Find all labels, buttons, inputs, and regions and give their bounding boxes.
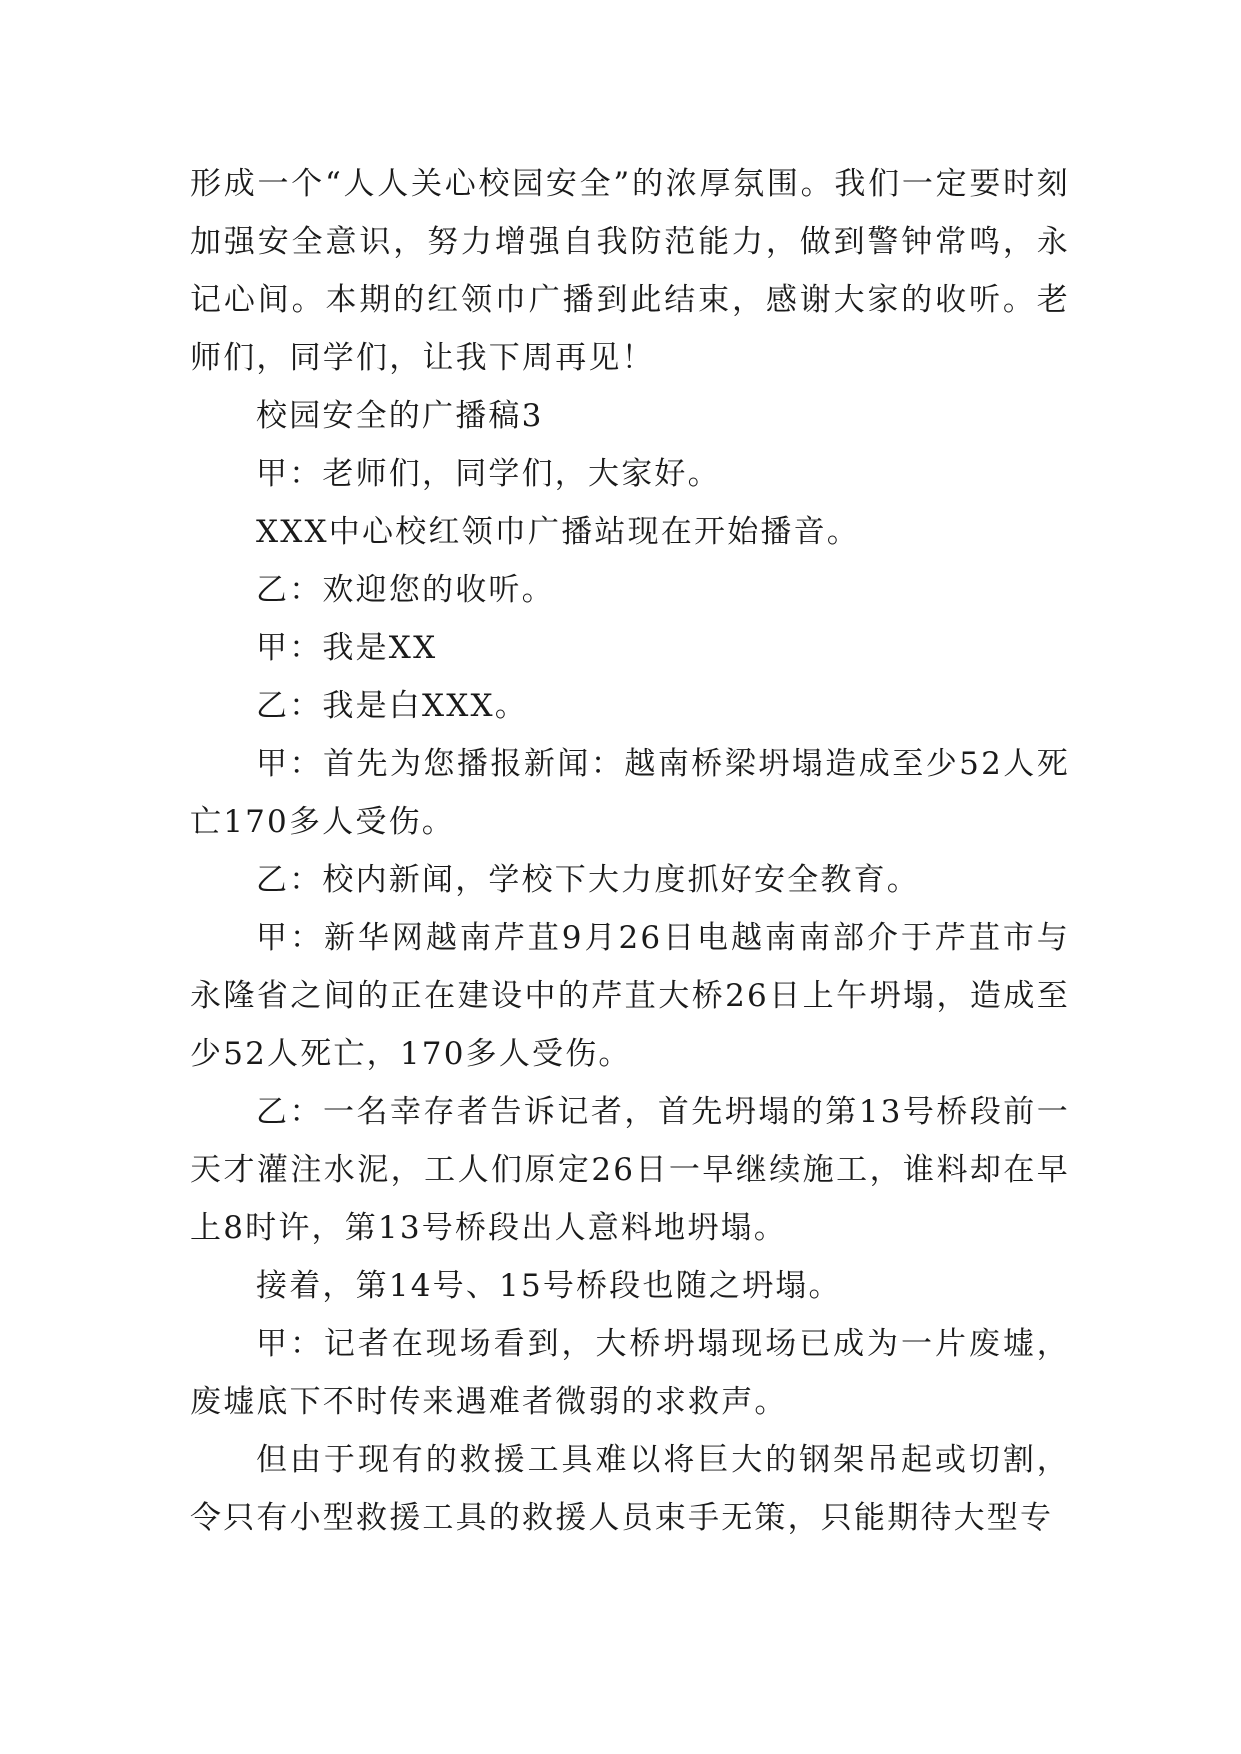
paragraph-9: 乙：校内新闻，学校下大力度抓好安全教育。 [256,862,920,898]
paragraph-6: 甲：我是XX [256,630,438,666]
paragraph-8: 甲：首先为您播报新闻：越南桥梁坍塌造成至少52人死亡170多人受伤。 [190,746,1070,840]
paragraph-12: 接着，第14号、15号桥段也随之坍塌。 [256,1268,842,1304]
paragraph-14: 但由于现有的救援工具难以将巨大的钢架吊起或切割，令只有小型救援工具的救援人员束手无策，只能期待大型专 [190,1442,1070,1536]
paragraph-10: 甲：新华网越南芹苴9月26日电越南南部介于芹苴市与永隆省之间的正在建设中的芹苴大桥26日上午坍塌，造成至少52人死亡，170多人受伤。 [190,920,1070,1072]
paragraph-7: 乙：我是白XXX。 [256,688,529,724]
paragraph-13: 甲：记者在现场看到，大桥坍塌现场已成为一片废墟，废墟底下不时传来遇难者微弱的求救声。 [190,1326,1070,1420]
document-body [190,155,1070,1547]
paragraph-4: XXX中心校红领巾广播站现在开始播音。 [256,514,861,550]
paragraph-3: 甲：老师们，同学们，大家好。 [256,456,721,492]
paragraph-11: 乙：一名幸存者告诉记者，首先坍塌的第13号桥段前一天才灌注水泥，工人们原定26日一早继续施工，谁料却在早上8时许，第13号桥段出人意料地坍塌。 [190,1094,1070,1246]
paragraph-5: 乙：欢迎您的收听。 [256,572,555,608]
paragraph-1: 形成一个“人人关心校园安全”的浓厚氛围。我们一定要时刻加强安全意识，努力增强自我防范能力，做到警钟常鸣，永记心间。本期的红领巾广播到此结束，感谢大家的收听。老师们，同学们，让我下周再见！ [190,166,1070,376]
section-heading: 校园安全的广播稿3 [256,398,544,434]
